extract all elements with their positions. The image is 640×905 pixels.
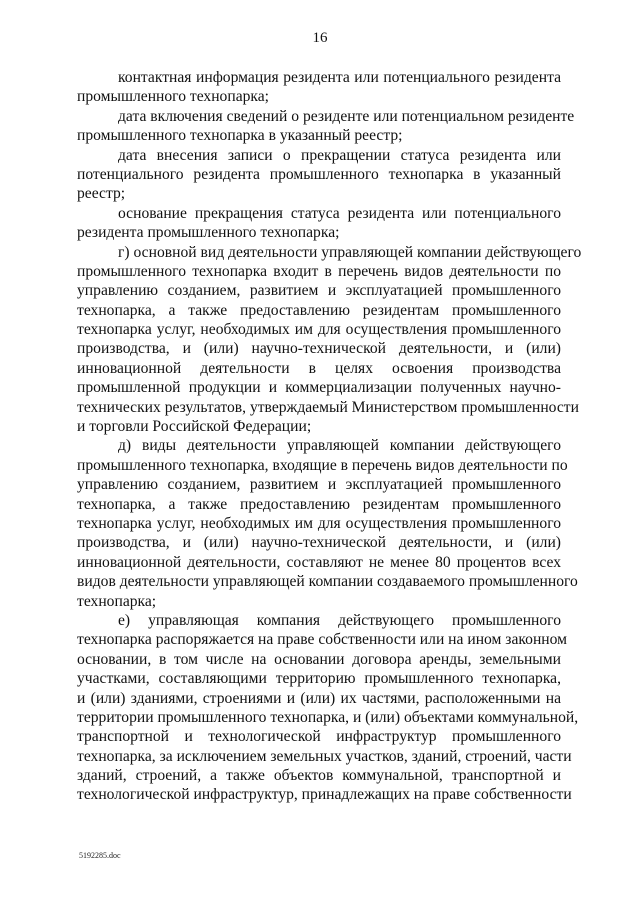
text-line: технопарка распоряжается на праве собственности или на ином законном <box>77 631 568 649</box>
text-line: и (или) зданиями, строениями и (или) их частями, расположенными на <box>77 689 561 707</box>
text-line: промышленной продукции и коммерциализации полученных научно- <box>77 379 561 397</box>
text-line: основание прекращения статуса резидента или потенциального <box>118 204 561 222</box>
text-line: управлению созданием, развитием и эксплуатацией промышленного <box>77 476 561 494</box>
text-line: транспортной и технологической инфраструктур промышленного <box>77 728 561 746</box>
text-line: технических результатов, утверждаемый Министерством промышленности <box>77 398 579 416</box>
text-line: технопарка, а также предоставлению резидентам промышленного <box>77 495 561 513</box>
text-line: дата включения сведений о резиденте или потенциальном резиденте <box>118 107 575 125</box>
text-line: управлению созданием, развитием и эксплуатацией промышленного <box>77 282 561 300</box>
text-line: и торговли Российской Федерации; <box>77 418 312 436</box>
text-line: промышленного технопарка входит в перечень видов деятельности по <box>77 262 561 280</box>
text-line: зданий, строений, а также объектов коммунальной, транспортной и <box>77 767 561 785</box>
text-line: территории промышленного технопарка, и (или) объектами коммунальной, <box>77 708 579 726</box>
text-line: участками, составляющими территорию промышленного технопарка, <box>77 670 561 688</box>
text-line: д) виды деятельности управляющей компании действующего <box>118 437 561 455</box>
text-line: потенциального резидента промышленного технопарка в указанный <box>77 165 561 183</box>
text-line: технопарка, за исключением земельных участков, зданий, строений, части <box>77 747 572 765</box>
text-line: инновационной деятельности в целях освоения производства <box>77 359 561 377</box>
text-line: основании, в том числе на основании договора аренды, земельными <box>77 650 561 668</box>
text-line: промышленного технопарка в указанный реестр; <box>77 127 403 145</box>
text-line: технопарка; <box>77 592 157 610</box>
text-line: контактная информация резидента или потенциального резидента <box>118 69 561 86</box>
text-line: технопарка услуг, необходимых им для осуществления промышленного <box>77 514 561 532</box>
text-line: реестр; <box>77 185 126 203</box>
text-line: производства, и (или) научно-технической деятельности, и (или) <box>77 534 561 552</box>
text-line: видов деятельности управляющей компании создаваемого промышленного <box>77 573 578 591</box>
text-line: дата внесения записи о прекращении статуса резидента или <box>118 146 561 164</box>
text-line: промышленного технопарка, входящие в перечень видов деятельности по <box>77 456 568 474</box>
text-line: промышленного технопарка; <box>77 88 270 106</box>
page-number: 16 <box>312 30 328 46</box>
text-line: технопарка, а также предоставлению резидентам промышленного <box>77 301 561 319</box>
document-body <box>77 68 582 805</box>
text-line: резидента промышленного технопарка; <box>77 224 340 242</box>
text-line: технологической инфраструктур, принадлежащих на праве собственности <box>77 786 572 804</box>
text-line: производства, и (или) научно-технической деятельности, и (или) <box>77 340 561 358</box>
text-line: е) управляющая компания действующего промышленного <box>118 611 561 629</box>
text-line: г) основной вид деятельности управляющей компании действующего <box>118 243 582 261</box>
text-line: технопарка услуг, необходимых им для осуществления промышленного <box>77 321 561 339</box>
text-line: инновационной деятельности, составляют не менее 80 процентов всех <box>77 553 561 571</box>
document-filename: 5192285.doc <box>79 851 121 860</box>
